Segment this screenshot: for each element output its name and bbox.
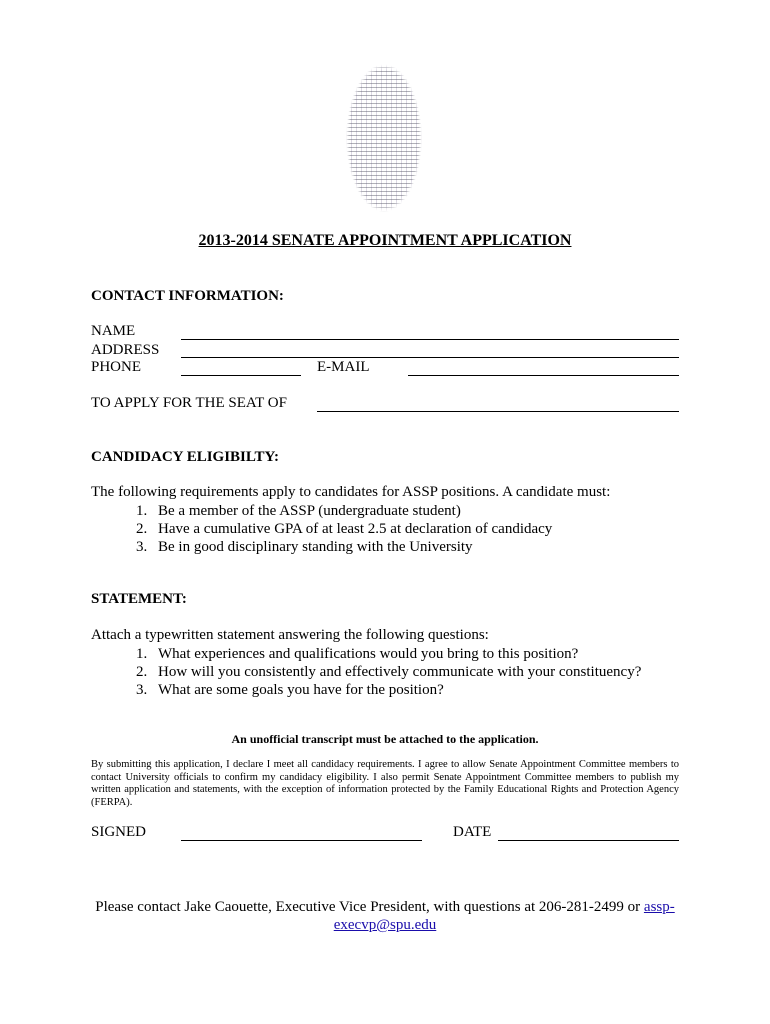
- list-item: 2. Have a cumulative GPA of at least 2.5 at declaration of candidacy: [136, 521, 553, 537]
- statement-heading: STATEMENT:: [91, 591, 187, 607]
- date-field[interactable]: [498, 840, 679, 841]
- list-item: 3. Be in good disciplinary standing with the University: [136, 539, 473, 555]
- address-label: ADDRESS: [91, 342, 160, 358]
- list-item: 1. Be a member of the ASSP (undergraduate student): [136, 503, 461, 519]
- university-seal-image: [346, 64, 422, 212]
- statement-intro: Attach a typewritten statement answering the following questions:: [91, 627, 489, 643]
- list-item: 1. What experiences and qualifications would you bring to this position?: [136, 646, 579, 662]
- contact-heading: CONTACT INFORMATION:: [91, 288, 284, 304]
- eligibility-heading: CANDIDACY ELIGIBILTY:: [91, 449, 279, 465]
- contact-email-link[interactable]: assp-execvp@spu.edu: [333, 899, 675, 933]
- email-field[interactable]: [408, 375, 679, 376]
- contact-footer: [91, 898, 679, 934]
- signed-label: SIGNED: [91, 824, 146, 840]
- email-label: E-MAIL: [317, 359, 370, 375]
- page-title: 2013-2014 SENATE APPOINTMENT APPLICATION: [198, 232, 572, 249]
- statement-list: [136, 645, 641, 699]
- name-label: NAME: [91, 323, 136, 339]
- list-item: 3. What are some goals you have for the position?: [136, 682, 444, 698]
- seat-label: TO APPLY FOR THE SEAT OF: [91, 395, 287, 411]
- eligibility-list: [136, 502, 552, 556]
- phone-field[interactable]: [181, 375, 301, 376]
- transcript-notice: An unofficial transcript must be attached to the application.: [231, 732, 539, 746]
- consent-fine-print: By submitting this application, I declare I meet all candidacy requirements. I agree to allow Senate Appointment Committee members to contact University officials to confirm my candidacy eligibility. I also permit Senate Appointment Committee members to publish my written application and statements, with the exception of information protected by the Family Educational Rights and Protection Agency (FERPA).: [91, 759, 679, 808]
- signature-field[interactable]: [181, 840, 422, 841]
- name-field[interactable]: [181, 339, 679, 340]
- list-item: 2. How will you consistently and effectively communicate with your constituency?: [136, 664, 642, 680]
- eligibility-intro: The following requirements apply to candidates for ASSP positions. A candidate must:: [91, 484, 611, 500]
- address-field[interactable]: [181, 357, 679, 358]
- phone-label: PHONE: [91, 359, 142, 375]
- contact-footer-text: Please contact Jake Caouette, Executive Vice President, with questions at 206-281-2499 or: [95, 899, 644, 915]
- seat-field[interactable]: [317, 411, 679, 412]
- date-label: DATE: [453, 824, 492, 840]
